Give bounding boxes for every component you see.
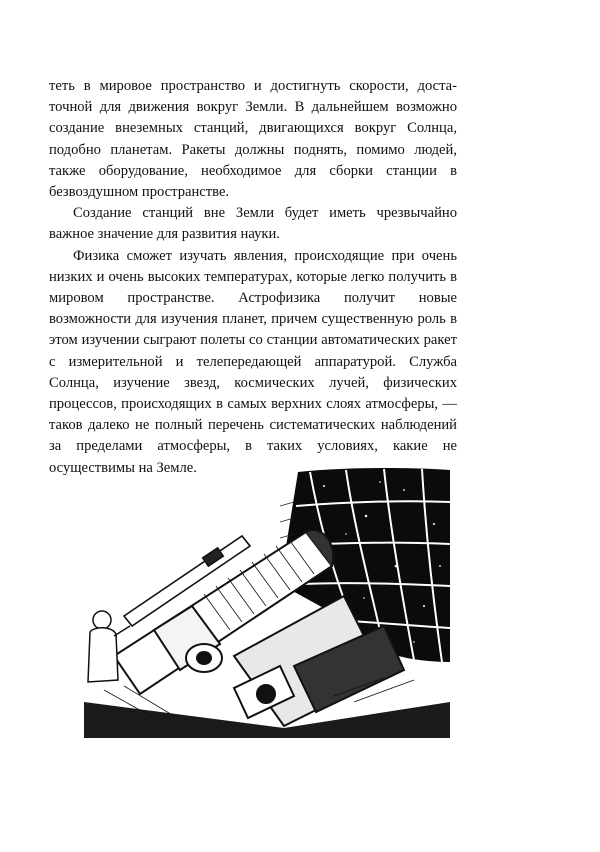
paragraph-1: теть в мировое пространство и достигнуть скорости, достаточной для движения вокруг Земли. В дальнейшем возможно создание внеземных станций, двигающихся вокруг Солнца, подобно планетам. Ракеты должны поднять, помимо людей, также оборудование, необходимое для сборки станции в безвоздушном пространстве. [49, 78, 457, 201]
telescope-illustration [84, 466, 450, 738]
paragraph-3: Физика сможет изучать явления, происходящие при очень низких и очень высоких температурах, которые легко получить в мировом пространстве. Астрофизика получит новые возможности для изучения планет, причем существенную роль в этом изучении сыграют полеты со станции автоматических ракет с измерительной и телепередающей аппаратурой. Служба Солнца, изучение звезд, космических лучей, физических процессов, происходящих в самых верхних слоях атмосферы, — таков далеко не полный перечень систематических наблюдений за пределами атмосферы, в таких условиях, какие не осуществимы на Земле. [49, 247, 457, 476]
body-text [49, 76, 457, 479]
paragraph-2: Создание станций вне Земли будет иметь чрезвычайно важное значение для развития науки. [49, 205, 457, 243]
